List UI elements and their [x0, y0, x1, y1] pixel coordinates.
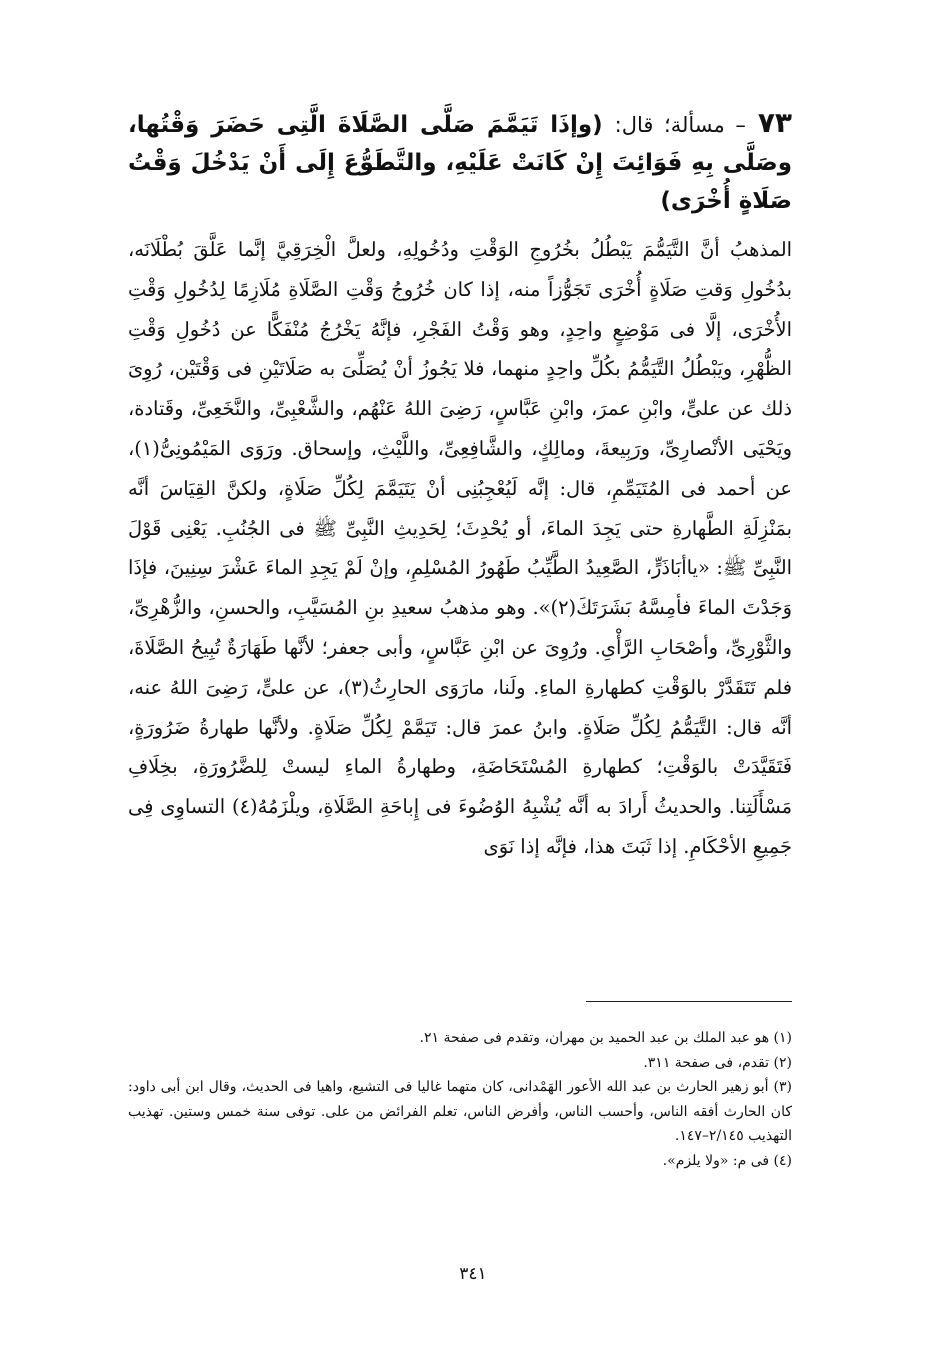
footnote-1: (١) هو عبد الملك بن عبد الحميد بن مهران، وتقدم فى صفحة ٢١.	[419, 1030, 792, 1046]
footnote-2: (٢) تقدم، فى صفحة ٣١١.	[643, 1054, 792, 1071]
footnote-separator	[586, 1001, 792, 1002]
footnotes	[128, 1026, 792, 1173]
issue-heading	[128, 104, 792, 220]
page-number: ٣٤١	[459, 1264, 487, 1284]
issue-label: – مسألة؛ قال:	[614, 113, 746, 137]
issue-number: ٧٣	[757, 106, 792, 139]
footnote-3: (٣) أبو زهير الحارث بن عبد الله الأعور الهَمْدانى، كان متهما غاليا فى التشيع، واهيا فى الحديث، وقال ابن أبى داود: كان الحارث أفقه الناس، وأحسب الناس، وأفرض الناس، تعلم الفرائض من على. توفى سنة خمس وستين. تهذيب التهذيب ٢/١٤٥–١٤٧.	[128, 1079, 792, 1144]
footnote-4: (٤) فى م: «ولا يلزم».	[662, 1152, 792, 1169]
issue-text: (وإذَا تَيَمَّمَ صَلَّى الصَّلَاةَ الَّتِى حَضَرَ وَقْتُها، وصَلَّى بِهِ فَوَائِتَ إِنْ كَانَتْ عَلَيْهِ، والتَّطَوُّعَ إِلَى أَنْ يَدْخُلَ وَقْتُ صَلَاةٍ أُخْرَى)	[128, 112, 792, 214]
main-content	[128, 104, 792, 867]
body-paragraph: المذهبُ أنَّ التَّيَمُّمَ يَبْطُلُ بخُرُوجِ الوَقْتِ ودُخُولِهِ، ولعلَّ الْخِرَقِيَّ إنَّما عَلَّقَ بُطْلَانَه، بدُخُولِ وَقتِ صَلَاةٍ أُخْرَى تَجَوُّزاً منه، إذا كان خُرُوجُ وَقْتِ الصَّلَاةِ مُلَازِمًا لِدُخُولِ وَقْتِ الأُخْرَى، إلَّا فى مَوْضِعٍ واحِدٍ، وهو وَقْتُ الفَجْرِ، فإنَّهُ يَخْرُجُ مُنْفَكًّا عن دُخُولِ وَقْتِ الظُّهْرِ، ويَبْطُلُ التَّيَمُّمُ بكُلِّ واحِدٍ منهما، فلا يَجُوزُ أنْ يُصَلِّىَ به صَلَاتَيْنِ فى وَقْتَيْن، رُوِىَ ذلك عن علىٍّ، وابْنِ عمرَ، وابْنِ عَبَّاسٍ، رَضِىَ اللهُ عَنْهُم، والشَّعْبِىِّ، والنَّخَعِىِّ، وقَتادة، ويَحْيَى الأنْصارِىِّ، ورَبِيعةَ، ومالِكٍ، والشَّافِعِىِّ، واللَّيْثِ، وإسحاق. ورَوَى المَيْمُونِىُّ(١)، عن أحمد فى المُتَيَمِّمِ، قال: إنَّه لَيُعْجِبُنِى أنْ يَتَيَمَّمَ لِكُلِّ صَلَاةٍ، ولكنَّ القِيَاسَ أنَّه بمَنْزِلَةِ الطَّهارةِ حتى يَجِدَ الماءَ، أو يُحْدِثَ؛ لِحَدِيثِ النَّبِىِّ ﷺ فى الجُنُبِ. يَعْنِى قَوْلَ النَّبِىِّ ﷺ: «ياأبَاذَرٍّ، الصَّعِيدُ الطَّيِّبُ طَهُورُ المُسْلِمِ، وإنْ لَمْ يَجِدِ الماءَ عَشْرَ سِنِينَ، فإذَا وَجَدْتَ الماءَ فأمِسَّهُ بَشَرَتَكَ(٢)». وهو مذهبُ سعيدِ بنِ المُسَيَّبِ، والحسنِ، والزُّهْرِىِّ، والثَّوْرِىِّ، وأصْحَابِ الرَّأْىِ. ورُوِىَ عن ابْنِ عَبَّاسٍ، وأبى جعفر؛ لأنَّها طَهَارَةٌ تُبِيحُ الصَّلَاةَ، فلم تَتَقَدَّرْ بالوَقْتِ كطهارةِ الماءِ. ولَنا، مارَوَى الحارِثُ(٣)، عن علىٍّ، رَضِىَ اللهُ عنه، أنَّه قال: التَّيَمُّمُ لِكُلِّ صَلَاةٍ. وابنُ عمرَ قال: تَيَمَّمْ لِكُلِّ صَلَاةٍ. ولأنَّها طهارةُ ضَرُورَةٍ، فَتَقَيَّدَتْ بالوَقْتِ؛ كطهارةِ المُسْتَحَاضَةِ، وطهارةُ الماءِ ليستْ لِلضَّرُورَةِ، بخِلَافِ مَسْأَلَتِنا. والحديثُ أَرادَ به أنَّه يُشْبِهُ الوُضُوءَ فى إِباحَةِ الصَّلَاةِ، ويلْزَمُهُ(٤) التساوِى فِى جَمِيعِ الأحْكَامِ. إذا ثَبَتَ هذا، فإنَّه إذا نَوَى	[128, 238, 793, 858]
